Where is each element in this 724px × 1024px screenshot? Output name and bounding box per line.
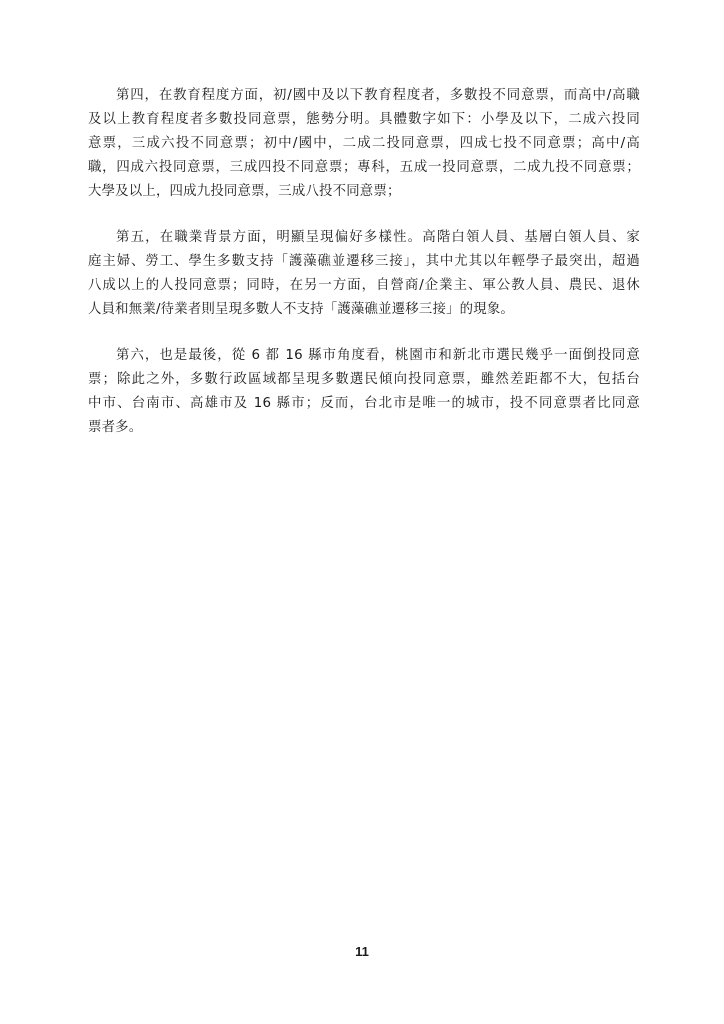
- text-line: 人員和無業/待業者則呈現多數人不支持「護藻礁並遷移三接」的現象。: [88, 302, 515, 317]
- text-line: 第六，也是最後，從 6 都 16 縣市角度看，桃園市和新北市選民幾乎一面倒投同意: [116, 348, 640, 363]
- text-line: 第五，在職業背景方面，明顯呈現偏好多樣性。高階白領人員、基層白領人員、家: [116, 230, 640, 245]
- paragraph-region: [88, 344, 640, 440]
- document-body: [88, 84, 640, 462]
- text-line: 及以上教育程度者多數投同意票，態勢分明。具體數字如下：小學及以下，二成六投同: [88, 112, 640, 127]
- text-line: 中市、台南市、高雄市及 16 縣市；反而，台北市是唯一的城市，投不同意票者比同意: [88, 396, 640, 411]
- paragraph-education: [88, 84, 640, 204]
- text-line: 票；除此之外，多數行政區域都呈現多數選民傾向投同意票，雖然差距都不大，包括台: [88, 372, 640, 387]
- text-line: 第四，在教育程度方面，初/國中及以下教育程度者，多數投不同意票，而高中/高職: [116, 88, 640, 103]
- text-line: 八成以上的人投同意票；同時，在另一方面，自營商/企業主、軍公教人員、農民、退休: [88, 278, 640, 293]
- page-number: 11: [355, 944, 369, 959]
- text-line: 票者多。: [88, 420, 143, 435]
- text-line: 職，四成六投同意票，三成四投不同意票；專科，五成一投同意票，二成九投不同意票；: [88, 160, 640, 175]
- paragraph-occupation: [88, 226, 640, 322]
- text-line: 意票，三成六投不同意票；初中/國中，二成二投同意票，四成七投不同意票；高中/高: [88, 136, 640, 151]
- text-line: 庭主婦、勞工、學生多數支持「護藻礁並遷移三接」，其中尤其以年輕學子最突出，超過: [88, 254, 640, 269]
- text-line: 大學及以上，四成九投同意票，三成八投不同意票；: [88, 184, 401, 199]
